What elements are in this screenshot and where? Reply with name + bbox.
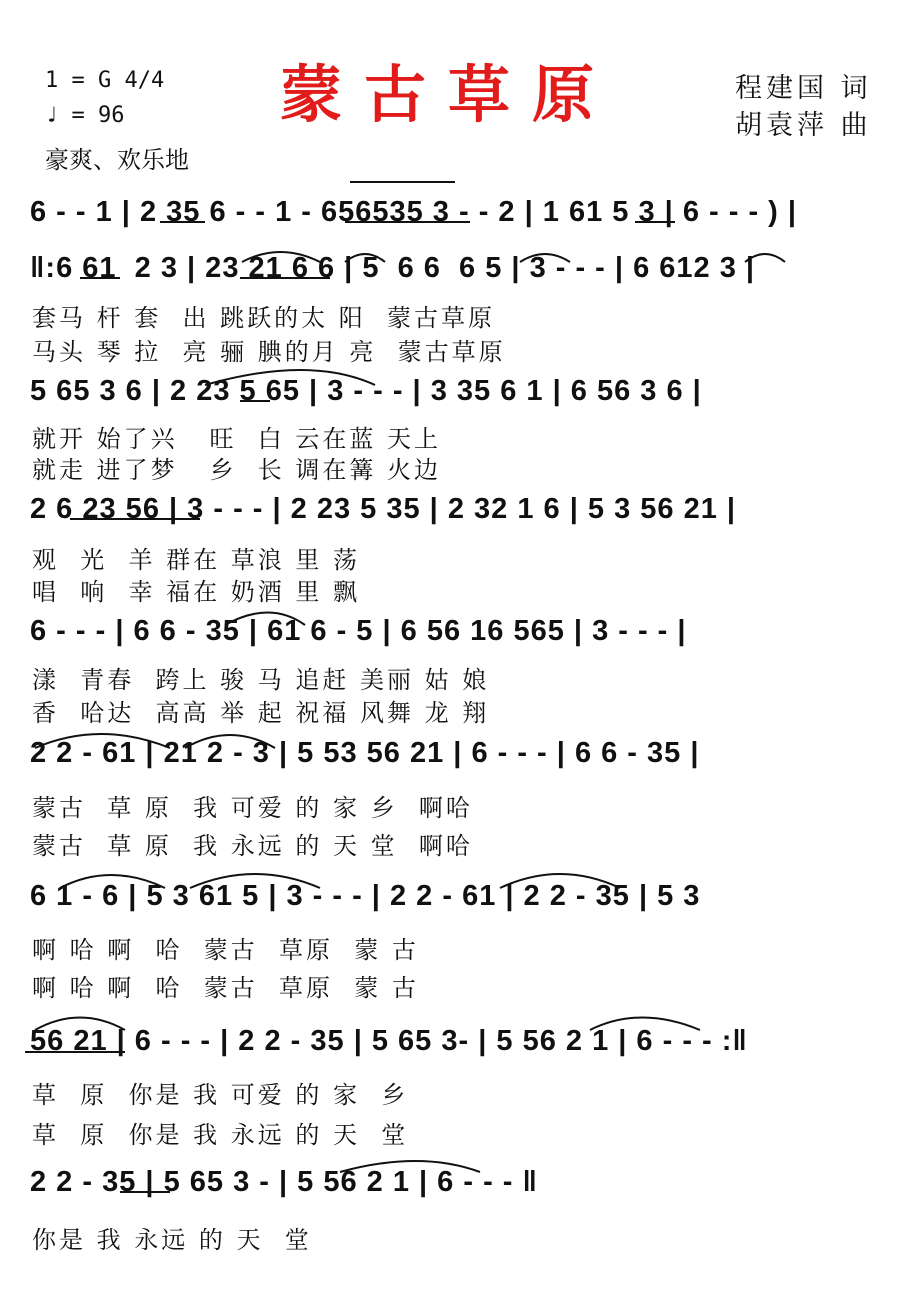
notation-line: 2 6 23 56 | 3 - - - | 2 23 5 35 | 2 32 1 6 | 5 3 56 21 | [30,493,736,525]
lyric-line: 啊 哈 啊 哈 蒙古 草原 蒙 古 [32,936,419,964]
lyric-line: 就走 进了梦 乡 长 调在篝 火边 [32,456,442,484]
lyric-line: 草 原 你是 我 永远 的 天 堂 [32,1121,409,1149]
lyric-line: 香 哈达 高高 举 起 祝福 风舞 龙 翔 [32,699,490,727]
notation-line: 2 2 - 35 | 5 65 3 - | 5 56 2 1 | 6 - - - ‖ [30,1166,538,1198]
notation-line: ‖:6 61 2 3 | 23 21 6 6 | 5 6 6 6 5 | 3 - - - | 6 612 3 | [30,252,755,284]
notation-line: 6 - - - | 6 6 - 35 | 61 6 - 5 | 6 56 16 565 | 3 - - - | [30,615,687,647]
notation-line: 56 21 | 6 - - - | 2 2 - 35 | 5 65 3- | 5 56 2 1 | 6 - - - :‖ [30,1025,748,1057]
expression-marking: 豪爽、欢乐地 [45,146,189,174]
lyric-line: 漾 青春 跨上 骏 马 追赶 美丽 姑 娘 [32,666,490,694]
notation-line: 6 - - 1 | 2 35 6 - - 1 - 656535 3 - - 2 | 1 61 5 3 | 6 - - - ) | [30,196,797,228]
lyric-line: 观 光 羊 群在 草浪 里 荡 [32,546,361,574]
tempo-marking: ♩ = 96 [45,103,125,128]
key-meter: 1 = G 4/4 [45,68,165,93]
lyric-line: 草 原 你是 我 可爱 的 家 乡 [32,1081,409,1109]
lyric-line: 就开 始了兴 旺 白 云在蓝 天上 [32,425,442,453]
notation-line: 2 2 - 61 | 21 2 - 3 | 5 53 56 21 | 6 - - - | 6 6 - 35 | [30,737,700,769]
lyric-line: 啊 哈 啊 哈 蒙古 草原 蒙 古 [32,974,419,1002]
lyric-line: 蒙古 草 原 我 可爱 的 家 乡 啊哈 [32,794,473,822]
lyric-line: 唱 响 幸 福在 奶酒 里 飘 [32,578,361,606]
lyric-line: 蒙古 草 原 我 永远 的 天 堂 啊哈 [32,832,473,860]
notation-line: 5 65 3 6 | 2 23 5 65 | 3 - - - | 3 35 6 1 | 6 56 3 6 | [30,375,702,407]
lyricist-credit: 程建国 词 [735,73,872,104]
composer-credit: 胡袁萍 曲 [735,110,872,141]
notation-line: 6 1 - 6 | 5 3 61 5 | 3 - - - | 2 2 - 61 | 2 2 - 35 | 5 3 [30,880,701,912]
lyric-line: 套马 杆 套 出 跳跃的太 阳 蒙古草原 [32,304,496,332]
lyric-line: 马头 琴 拉 亮 骊 腆的月 亮 蒙古草原 [32,338,506,366]
song-title: 蒙古草原 [280,58,617,131]
lyric-line: 你是 我 永远 的 天 堂 [32,1226,312,1254]
